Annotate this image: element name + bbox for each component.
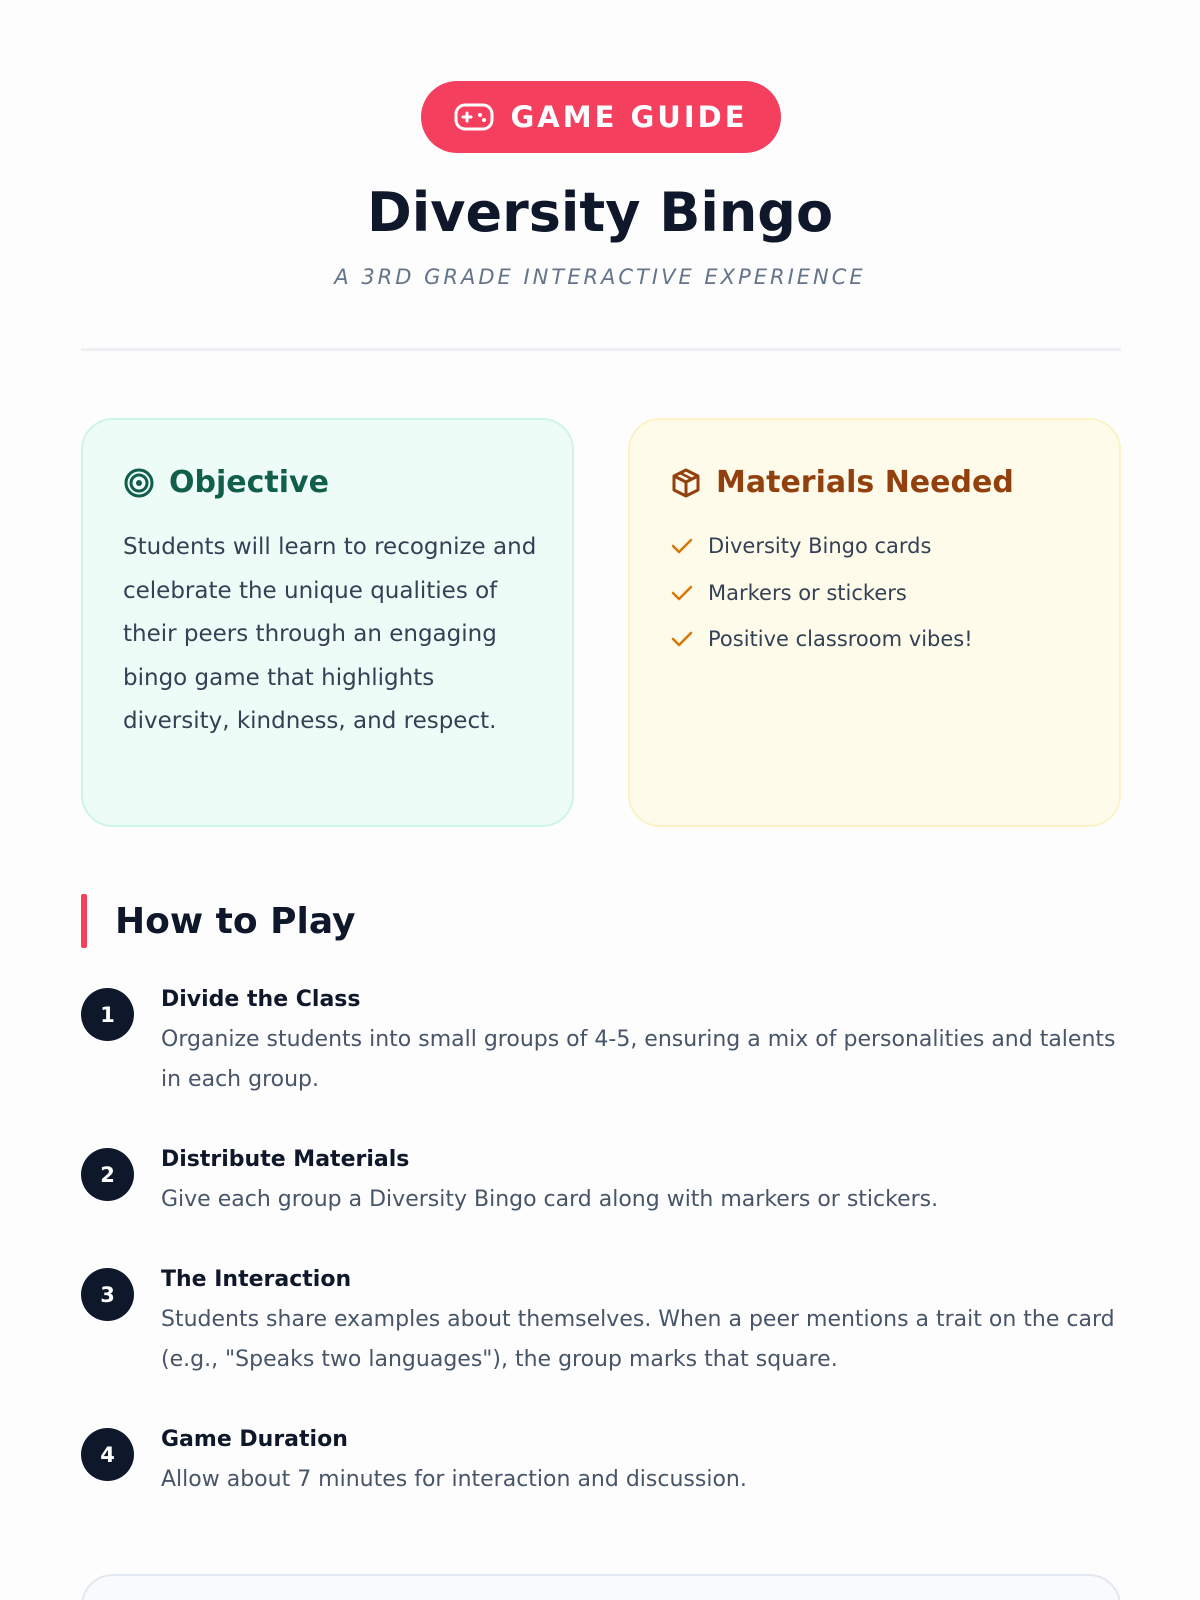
step-number: 1 (81, 988, 134, 1041)
check-icon (670, 583, 694, 603)
objective-header (123, 462, 329, 504)
box-icon (670, 467, 702, 499)
materials-card (628, 418, 1121, 827)
badge-label: GAME GUIDE (510, 100, 748, 134)
step-title: Distribute Materials (161, 1147, 410, 1172)
objective-text: Students will learn to recognize and celebrate the unique qualities of their peers through an engaging bingo game that highlights diversity, kindness, and respect. (123, 534, 537, 734)
step-body (161, 1422, 1121, 1500)
materials-item (670, 616, 973, 663)
materials-item-label: Diversity Bingo cards (708, 534, 932, 559)
materials-item (670, 523, 973, 570)
step-description: Students share examples about themselves. When a peer mentions a trait on the card (e.g., "Speaks two languages"), the group marks that square. (161, 1307, 1115, 1372)
materials-item (670, 570, 973, 617)
game-guide-badge (421, 81, 781, 153)
materials-item-label: Positive classroom vibes! (708, 627, 973, 652)
objective-title: Objective (169, 465, 329, 500)
page-subtitle: A 3RD GRADE INTERACTIVE EXPERIENCE (334, 265, 866, 289)
header-divider (81, 348, 1121, 351)
step-title: The Interaction (161, 1267, 352, 1292)
step-body (161, 1142, 1121, 1220)
materials-list (670, 523, 973, 663)
check-icon (670, 629, 694, 649)
step-number: 2 (81, 1148, 134, 1201)
materials-header (670, 462, 1014, 504)
check-icon (670, 536, 694, 556)
step-body (161, 1262, 1121, 1380)
section-accent-bar (81, 894, 87, 948)
step-number: 3 (81, 1268, 134, 1321)
how-to-play-header (81, 894, 356, 948)
step-title: Game Duration (161, 1427, 348, 1452)
materials-title: Materials Needed (716, 465, 1014, 500)
step-description: Allow about 7 minutes for interaction and discussion. (161, 1467, 747, 1492)
step-number: 4 (81, 1428, 134, 1481)
target-icon (123, 467, 155, 499)
step-description: Organize students into small groups of 4-5, ensuring a mix of personalities and talents in each group. (161, 1027, 1116, 1092)
materials-item-label: Markers or stickers (708, 580, 907, 605)
next-section-card (81, 1574, 1121, 1600)
step-description: Give each group a Diversity Bingo card along with markers or stickers. (161, 1187, 939, 1212)
gamepad-icon (454, 102, 494, 132)
step-title: Divide the Class (161, 987, 361, 1012)
page-title: Diversity Bingo (366, 181, 834, 244)
how-to-play-title: How to Play (115, 900, 356, 942)
objective-card (81, 418, 574, 827)
step-body (161, 982, 1121, 1100)
